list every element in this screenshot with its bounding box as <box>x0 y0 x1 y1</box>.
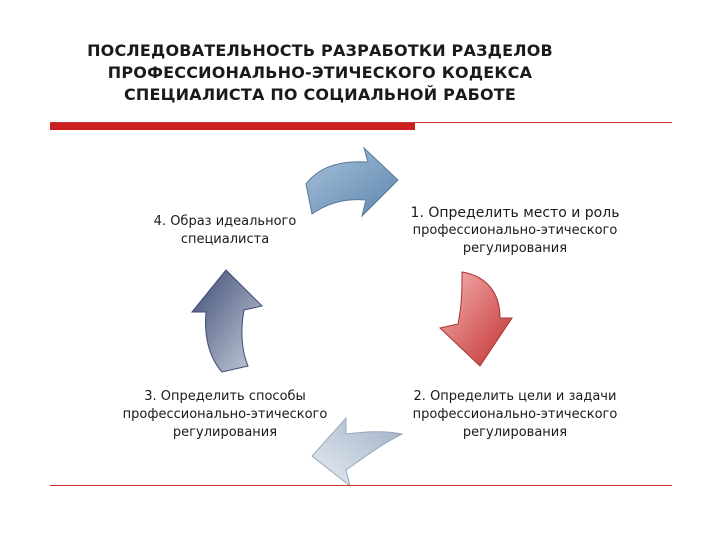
step-3-line-2: профессионально-этического <box>122 407 328 422</box>
step-2-line-1: 2. Определить цели и задачи <box>413 389 617 404</box>
step-1-line-3: регулирования <box>462 241 568 256</box>
step-2-line-3: регулирования <box>462 425 568 440</box>
step-1-line-1: 1. Определить место и роль <box>410 205 620 221</box>
step-3-text <box>110 388 340 442</box>
title-line-2: ПРОФЕССИОНАЛЬНО-ЭТИЧЕСКОГО КОДЕКСА <box>107 63 533 82</box>
step-2-text <box>400 388 630 442</box>
step-2-line-2: профессионально-этического <box>412 407 618 422</box>
title-line-1: ПОСЛЕДОВАТЕЛЬНОСТЬ РАЗРАБОТКИ РАЗДЕЛОВ <box>87 41 553 60</box>
arrow-right <box>440 272 512 366</box>
step-1-text <box>400 204 630 258</box>
arrow-left <box>192 270 262 372</box>
step-4-text <box>110 213 340 249</box>
step-4-line-2: специалиста <box>180 232 270 247</box>
bottom-divider-line <box>50 485 672 486</box>
title-line-3: СПЕЦИАЛИСТА ПО СОЦИАЛЬНОЙ РАБОТЕ <box>123 85 517 104</box>
step-3-line-3: регулирования <box>172 425 278 440</box>
step-3-line-1: 3. Определить способы <box>144 389 306 404</box>
arrow-top <box>306 148 398 216</box>
step-1-line-2: профессионально-этического <box>412 223 618 238</box>
step-4-line-1: 4. Образ идеального <box>153 214 297 229</box>
